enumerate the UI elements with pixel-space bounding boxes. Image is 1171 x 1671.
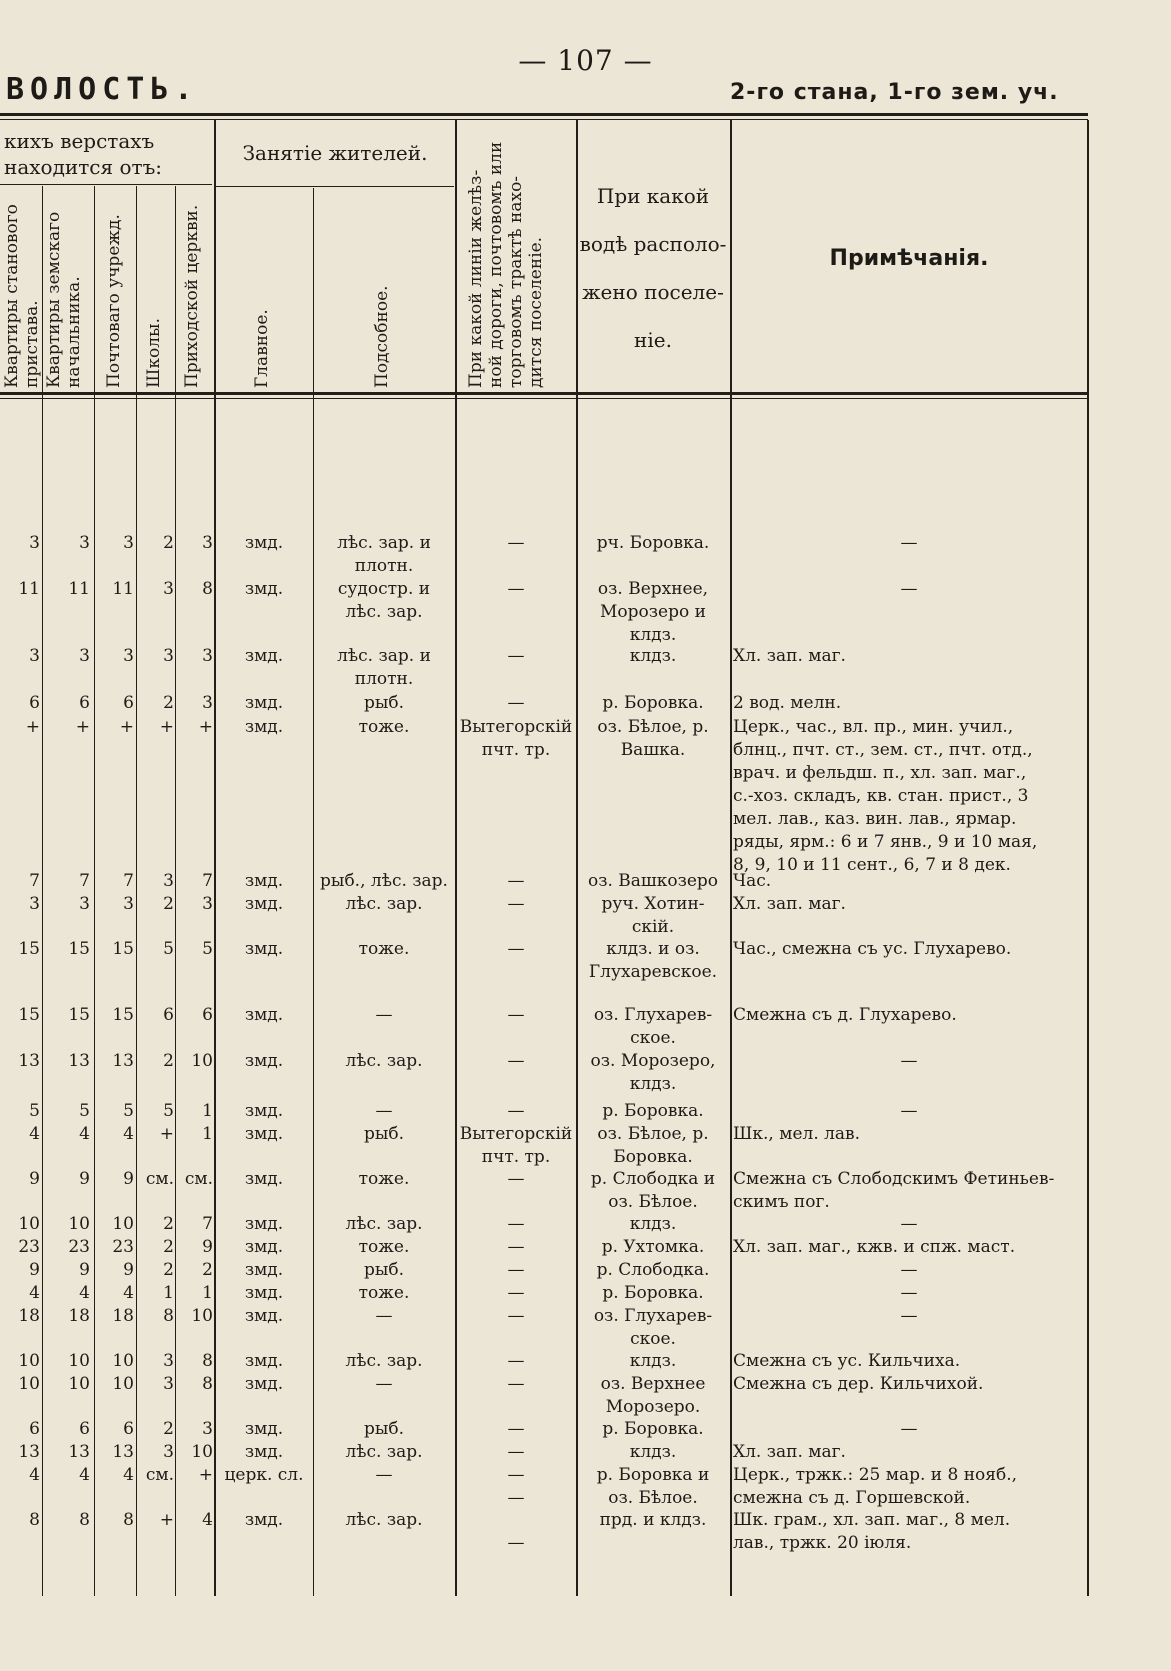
cell-notes: Смежна съ Слободскимъ Фетиньев- скимъ пог. xyxy=(733,1169,1055,1212)
group-underline-distance xyxy=(0,184,212,185)
cell-main: змд. xyxy=(244,1442,284,1462)
cell-water: оз. Бѣлое, р. Вашка. xyxy=(597,717,709,760)
cell-b: 18 xyxy=(68,1306,90,1326)
cell-water: оз. Морозеро, клдз. xyxy=(590,1051,716,1094)
cell-d: 8 xyxy=(163,1306,174,1326)
cell-main: змд. xyxy=(244,693,284,713)
col-sep-6 xyxy=(313,188,314,1596)
cell-notes: — xyxy=(900,1051,918,1071)
cell-c: 11 xyxy=(112,579,134,599)
col-sep-4 xyxy=(175,186,176,1596)
cell-b: 3 xyxy=(79,894,90,914)
header-notes: Примѣчанія. xyxy=(829,246,989,271)
cell-e: 10 xyxy=(191,1051,213,1071)
cell-sec: рыб. xyxy=(363,1419,405,1439)
cell-main: змд. xyxy=(244,1419,284,1439)
cell-water: р. Боровка. xyxy=(602,1419,704,1439)
cell-sec: тоже. xyxy=(358,717,410,737)
cell-notes: Смежна съ дер. Кильчихой. xyxy=(733,1374,984,1394)
cell-notes: Церк., час., вл. пр., мин. учил., блнц., пчт. ст., зем. ст., пчт. отд., врач. и фельдш. п., хл. зап. маг., с.-хоз. складъ, кв. стан. прист., 3 мел. лав., каз. вин. лав., ярмар. ряды, ярм.: 6 и 7 янв., 9 и 10 мая, 8, 9, 10 и 11 сент., 6, 7 и 8 дек. xyxy=(733,717,1038,875)
cell-c: 9 xyxy=(123,1260,134,1280)
cell-notes: Церк., тржк.: 25 мар. и 8 нояб., смежна съ д. Горшевской. xyxy=(733,1465,1018,1508)
col-sep-10 xyxy=(1087,120,1089,1596)
cell-road: — xyxy=(507,1005,525,1025)
cell-d: 3 xyxy=(163,1351,174,1371)
cell-sec: лѣс. зар. xyxy=(345,1351,423,1371)
cell-e: 5 xyxy=(202,939,213,959)
cell-a: 6 xyxy=(29,1419,40,1439)
cell-a: 10 xyxy=(18,1351,40,1371)
cell-water: клдз. xyxy=(629,1442,677,1462)
cell-main: змд. xyxy=(244,1260,284,1280)
cell-road: — xyxy=(507,1101,525,1121)
cell-d: 2 xyxy=(163,894,174,914)
header-secondary: Подсобное. xyxy=(372,285,392,388)
cell-d: 2 xyxy=(163,1051,174,1071)
cell-a: 15 xyxy=(18,939,40,959)
cell-e: 3 xyxy=(202,894,213,914)
cell-sec: — xyxy=(375,1005,393,1025)
cell-c: 18 xyxy=(112,1306,134,1326)
cell-e: 7 xyxy=(202,871,213,891)
cell-notes: — xyxy=(900,1260,918,1280)
cell-b: 4 xyxy=(79,1283,90,1303)
col-sep-1 xyxy=(42,186,43,1596)
cell-main: змд. xyxy=(244,646,284,666)
header-schools: Школы. xyxy=(144,318,164,388)
cell-road: — xyxy=(507,1351,525,1371)
cell-b: 15 xyxy=(68,939,90,959)
cell-sec: — xyxy=(375,1306,393,1326)
cell-road: — xyxy=(507,1442,525,1462)
cell-d: 2 xyxy=(163,1214,174,1234)
cell-sec: рыб. xyxy=(363,1124,405,1144)
cell-e: + xyxy=(198,1465,213,1485)
cell-a: 10 xyxy=(18,1214,40,1234)
cell-d: 3 xyxy=(163,871,174,891)
cell-e: 7 xyxy=(202,1214,213,1234)
cell-notes: — xyxy=(900,1214,918,1234)
cell-b: 4 xyxy=(79,1124,90,1144)
cell-a: + xyxy=(25,717,40,737)
cell-a: 3 xyxy=(29,646,40,666)
cell-c: 4 xyxy=(123,1283,134,1303)
cell-water: оз. Верхнее Морозеро. xyxy=(600,1374,706,1417)
cell-a: 4 xyxy=(29,1283,40,1303)
cell-e: 10 xyxy=(191,1442,213,1462)
cell-road: — — xyxy=(507,1465,525,1508)
cell-d: 5 xyxy=(163,939,174,959)
cell-d: 2 xyxy=(163,1237,174,1257)
cell-c: + xyxy=(119,717,134,737)
cell-road: Вытегорскій пчт. тр. xyxy=(459,1124,573,1167)
cell-water: р. Слободка и оз. Бѣлое. xyxy=(590,1169,716,1212)
cell-d: см. xyxy=(145,1169,174,1189)
cell-road: — xyxy=(507,1051,525,1071)
cell-b: 10 xyxy=(68,1351,90,1371)
cell-a: 7 xyxy=(29,871,40,891)
cell-b: 6 xyxy=(79,1419,90,1439)
cell-d: 2 xyxy=(163,533,174,553)
cell-notes: Смежна съ д. Глухарево. xyxy=(733,1005,957,1025)
cell-d: 2 xyxy=(163,1419,174,1439)
cell-road: — xyxy=(507,1533,525,1553)
cell-b: 7 xyxy=(79,871,90,891)
header-zemsky: Квартиры земскаго начальника. xyxy=(44,211,84,388)
cell-c: 6 xyxy=(123,693,134,713)
cell-sec: лѣс. зар. и плотн. xyxy=(337,533,431,576)
cell-sec: лѣс. зар. и плотн. xyxy=(337,646,431,689)
cell-sec: судостр. и лѣс. зар. xyxy=(337,579,431,622)
cell-c: 10 xyxy=(112,1351,134,1371)
cell-sec: тоже. xyxy=(358,939,410,959)
cell-notes: Час., смежна съ ус. Глухарево. xyxy=(733,939,1012,959)
cell-road: — xyxy=(507,579,525,599)
top-double-rule-2 xyxy=(0,119,1088,120)
cell-b: 9 xyxy=(79,1169,90,1189)
cell-c: 13 xyxy=(112,1442,134,1462)
cell-b: 5 xyxy=(79,1101,90,1121)
cell-e: 8 xyxy=(202,579,213,599)
cell-notes: 2 вод. мелн. xyxy=(733,693,842,713)
cell-d: 2 xyxy=(163,693,174,713)
cell-d: 1 xyxy=(163,1283,174,1303)
cell-d: 3 xyxy=(163,1374,174,1394)
cell-notes: — xyxy=(900,1101,918,1121)
cell-a: 4 xyxy=(29,1465,40,1485)
cell-c: 13 xyxy=(112,1051,134,1071)
cell-d: 6 xyxy=(163,1005,174,1025)
cell-c: 4 xyxy=(123,1465,134,1485)
cell-b: 8 xyxy=(79,1510,90,1530)
cell-water: оз. Вашкозеро xyxy=(587,871,719,891)
cell-main: змд. xyxy=(244,1237,284,1257)
cell-e: 3 xyxy=(202,646,213,666)
cell-road: — xyxy=(507,1374,525,1394)
cell-c: 5 xyxy=(123,1101,134,1121)
left-heading: ВОЛОСТЬ. xyxy=(6,72,199,107)
cell-c: 10 xyxy=(112,1214,134,1234)
cell-main: змд. xyxy=(244,1306,284,1326)
cell-e: 3 xyxy=(202,533,213,553)
cell-b: 3 xyxy=(79,646,90,666)
cell-b: 13 xyxy=(68,1442,90,1462)
cell-notes: Смежна съ ус. Кильчиха. xyxy=(733,1351,961,1371)
cell-main: змд. xyxy=(244,1124,284,1144)
cell-notes: Час. xyxy=(733,871,772,891)
cell-d: + xyxy=(159,1124,174,1144)
cell-b: 23 xyxy=(68,1237,90,1257)
top-double-rule xyxy=(0,113,1088,116)
cell-e: 6 xyxy=(202,1005,213,1025)
cell-a: 13 xyxy=(18,1442,40,1462)
cell-e: 9 xyxy=(202,1237,213,1257)
cell-sec: лѣс. зар. xyxy=(345,1442,423,1462)
cell-road: — xyxy=(507,1419,525,1439)
cell-e: 4 xyxy=(202,1510,213,1530)
cell-c: 15 xyxy=(112,939,134,959)
cell-notes: — xyxy=(900,1306,918,1326)
cell-water: клдз. и оз. Глухаревское. xyxy=(588,939,718,982)
cell-notes: — xyxy=(900,1283,918,1303)
cell-water: клдз. xyxy=(629,646,677,666)
cell-notes: Шк., мел. лав. xyxy=(733,1124,861,1144)
cell-b: 10 xyxy=(68,1374,90,1394)
cell-main: змд. xyxy=(244,871,284,891)
cell-notes: — xyxy=(900,533,918,553)
cell-c: 3 xyxy=(123,894,134,914)
cell-road: — xyxy=(507,1283,525,1303)
cell-e: 1 xyxy=(202,1283,213,1303)
cell-sec: лѣс. зар. xyxy=(345,894,423,914)
cell-water: р. Боровка. xyxy=(602,1101,704,1121)
cell-c: 23 xyxy=(112,1237,134,1257)
cell-sec: рыб. xyxy=(363,693,405,713)
cell-road: — xyxy=(507,693,525,713)
cell-water: рч. Боровка. xyxy=(596,533,710,553)
cell-main: церк. сл. xyxy=(224,1465,304,1485)
cell-water: оз. Глухарев- ское. xyxy=(593,1005,713,1048)
header-water: При какой водѣ располо- жено поселе- ніе. xyxy=(579,184,727,352)
header-distance-group: кихъ верстахъ находится отъ: xyxy=(4,129,163,179)
header-bottom-rule-2 xyxy=(0,398,1088,399)
cell-a: 13 xyxy=(18,1051,40,1071)
col-sep-3 xyxy=(136,186,137,1596)
cell-main: змд. xyxy=(244,1051,284,1071)
header-stanovoy: Квартиры станового пристава. xyxy=(2,204,42,388)
cell-water: оз. Верхнее, Морозеро и клдз. xyxy=(597,579,709,645)
right-heading: 2-го стана, 1-го зем. уч. xyxy=(730,80,1059,105)
cell-d: + xyxy=(159,717,174,737)
cell-sec: рыб. xyxy=(363,1260,405,1280)
cell-e: 8 xyxy=(202,1351,213,1371)
cell-c: 3 xyxy=(123,646,134,666)
cell-a: 3 xyxy=(29,894,40,914)
cell-water: руч. Хотин- скій. xyxy=(601,894,705,937)
cell-road: — xyxy=(507,1237,525,1257)
cell-water: оз. Глухарев- ское. xyxy=(593,1306,713,1349)
cell-sec: тоже. xyxy=(358,1237,410,1257)
cell-sec: тоже. xyxy=(358,1169,410,1189)
cell-water: клдз. xyxy=(629,1214,677,1234)
cell-c: 3 xyxy=(123,533,134,553)
cell-c: 8 xyxy=(123,1510,134,1530)
cell-a: 4 xyxy=(29,1124,40,1144)
cell-e: 8 xyxy=(202,1374,213,1394)
cell-d: см. xyxy=(145,1465,174,1485)
cell-e: 3 xyxy=(202,1419,213,1439)
cell-main: змд. xyxy=(244,1374,284,1394)
cell-a: 9 xyxy=(29,1169,40,1189)
cell-sec: — xyxy=(375,1465,393,1485)
header-occupation-group: Занятіе жителей. xyxy=(242,141,428,165)
cell-b: 11 xyxy=(68,579,90,599)
cell-d: 3 xyxy=(163,646,174,666)
cell-main: змд. xyxy=(244,1351,284,1371)
cell-main: змд. xyxy=(244,939,284,959)
cell-b: 13 xyxy=(68,1051,90,1071)
cell-a: 3 xyxy=(29,533,40,553)
cell-road: — xyxy=(507,939,525,959)
cell-sec: — xyxy=(375,1374,393,1394)
cell-main: змд. xyxy=(244,894,284,914)
cell-a: 11 xyxy=(18,579,40,599)
cell-e: 10 xyxy=(191,1306,213,1326)
page-number: — 107 — xyxy=(518,44,653,77)
cell-road: — xyxy=(507,1169,525,1189)
cell-e: 1 xyxy=(202,1124,213,1144)
cell-e: см. xyxy=(184,1169,213,1189)
cell-water: р. Слободка. xyxy=(596,1260,710,1280)
cell-b: + xyxy=(75,717,90,737)
cell-sec: лѣс. зар. xyxy=(345,1214,423,1234)
cell-b: 6 xyxy=(79,693,90,713)
cell-water: прд. и клдз. xyxy=(599,1510,707,1530)
cell-sec: рыб., лѣс. зар. xyxy=(320,871,448,891)
cell-a: 6 xyxy=(29,693,40,713)
cell-main: змд. xyxy=(244,1214,284,1234)
cell-a: 23 xyxy=(18,1237,40,1257)
cell-water: клдз. xyxy=(629,1351,677,1371)
cell-c: 9 xyxy=(123,1169,134,1189)
cell-sec: тоже. xyxy=(358,1283,410,1303)
cell-c: 4 xyxy=(123,1124,134,1144)
cell-road: — xyxy=(507,1260,525,1280)
cell-d: 3 xyxy=(163,1442,174,1462)
cell-b: 3 xyxy=(79,533,90,553)
cell-main: змд. xyxy=(244,1101,284,1121)
cell-main: змд. xyxy=(244,579,284,599)
cell-d: + xyxy=(159,1510,174,1530)
cell-c: 10 xyxy=(112,1374,134,1394)
cell-road: — xyxy=(507,1214,525,1234)
cell-main: змд. xyxy=(244,717,284,737)
group-underline-occupation xyxy=(216,186,454,187)
cell-main: змд. xyxy=(244,1510,284,1530)
col-sep-2 xyxy=(94,186,95,1596)
cell-notes: Хл. зап. маг. xyxy=(733,894,846,914)
cell-d: 3 xyxy=(163,579,174,599)
cell-c: 15 xyxy=(112,1005,134,1025)
cell-notes: Хл. зап. маг. xyxy=(733,646,846,666)
cell-sec: — xyxy=(375,1101,393,1121)
cell-b: 15 xyxy=(68,1005,90,1025)
cell-c: 7 xyxy=(123,871,134,891)
col-sep-9 xyxy=(730,120,732,1596)
cell-notes: Хл. зап. маг. xyxy=(733,1442,846,1462)
cell-road: — xyxy=(507,894,525,914)
header-postal: Почтоваго учрежд. xyxy=(104,214,124,388)
cell-b: 10 xyxy=(68,1214,90,1234)
cell-road: Вытегорскій пчт. тр. xyxy=(459,717,573,760)
cell-e: 1 xyxy=(202,1101,213,1121)
cell-a: 15 xyxy=(18,1005,40,1025)
cell-road: — xyxy=(507,871,525,891)
cell-a: 9 xyxy=(29,1260,40,1280)
cell-water: р. Ухтомка. xyxy=(601,1237,705,1257)
header-bottom-rule xyxy=(0,392,1088,395)
cell-road: — xyxy=(507,1306,525,1326)
header-road: При какой линіи желѣз- ной дороги, почтовомъ или торговомъ трактѣ нахо- дится поселеніе. xyxy=(466,141,546,388)
cell-water: оз. Бѣлое, р. Боровка. xyxy=(597,1124,709,1167)
cell-sec: лѣс. зар. xyxy=(345,1051,423,1071)
cell-water: р. Боровка. xyxy=(602,1283,704,1303)
cell-a: 5 xyxy=(29,1101,40,1121)
cell-c: 6 xyxy=(123,1419,134,1439)
cell-main: змд. xyxy=(244,1005,284,1025)
cell-a: 8 xyxy=(29,1510,40,1530)
cell-main: змд. xyxy=(244,533,284,553)
cell-a: 18 xyxy=(18,1306,40,1326)
cell-main: змд. xyxy=(244,1283,284,1303)
cell-water: р. Боровка. xyxy=(602,693,704,713)
cell-main: змд. xyxy=(244,1169,284,1189)
cell-d: 5 xyxy=(163,1101,174,1121)
cell-e: 3 xyxy=(202,693,213,713)
cell-road: — xyxy=(507,646,525,666)
header-church: Приходской церкви. xyxy=(182,204,202,388)
cell-a: 10 xyxy=(18,1374,40,1394)
cell-sec: лѣс. зар. xyxy=(345,1510,423,1530)
cell-notes: — xyxy=(900,1419,918,1439)
cell-e: + xyxy=(198,717,213,737)
cell-b: 4 xyxy=(79,1465,90,1485)
cell-water: р. Боровка и оз. Бѣлое. xyxy=(596,1465,710,1508)
cell-e: 2 xyxy=(202,1260,213,1280)
cell-b: 9 xyxy=(79,1260,90,1280)
cell-road: — xyxy=(507,533,525,553)
header-main: Главное. xyxy=(252,309,272,388)
cell-notes: Шк. грам., хл. зап. маг., 8 мел. лав., тржк. 20 іюля. xyxy=(733,1510,1011,1553)
cell-notes: Хл. зап. маг., кжв. и спж. маст. xyxy=(733,1237,1016,1257)
cell-notes: — xyxy=(900,579,918,599)
cell-d: 2 xyxy=(163,1260,174,1280)
